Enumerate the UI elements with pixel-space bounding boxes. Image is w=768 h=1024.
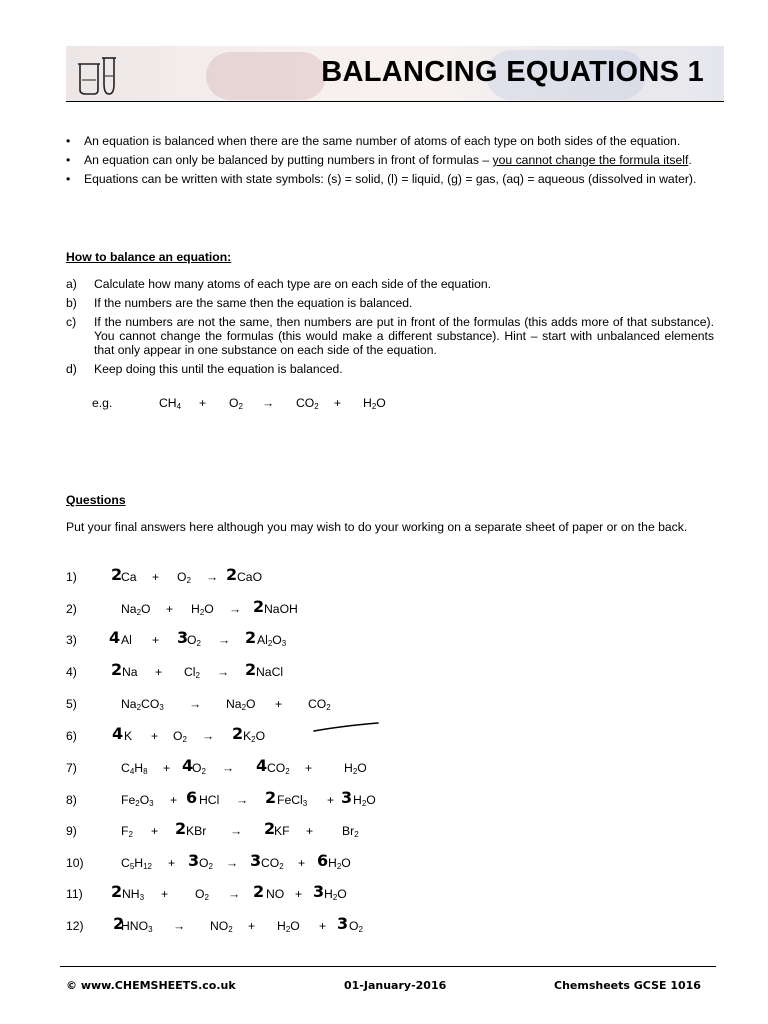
handwritten-stroke bbox=[312, 720, 382, 734]
questions-intro: Put your final answers here although you may wish to do your working on a separate sheet of paper or on the back. bbox=[66, 520, 688, 534]
section-heading-questions: Questions bbox=[66, 493, 126, 507]
footer-copyright: © www.CHEMSHEETS.co.uk bbox=[66, 979, 236, 992]
question-row: 4) 2 Na + $Cl_2$ → 2 NaCl bbox=[66, 660, 284, 680]
footer-date: 01-January-2016 bbox=[344, 979, 447, 992]
steps-list bbox=[66, 277, 714, 381]
question-row: 6) 4 K + $O_2$ → 2 $K_2O$ bbox=[0, 726, 768, 746]
lab-glassware-icon bbox=[74, 54, 120, 96]
question-row: 12) 2 $HNO_3$ → $NO_2$ + $H_2O$ + 3 $O_2$ bbox=[66, 914, 363, 934]
section-heading-how-to: How to balance an equation: bbox=[66, 250, 232, 264]
header-banner bbox=[66, 46, 724, 102]
step-item: c) If the numbers are not the same, then numbers are put in front of the formulas (this adds more of that substance). You cannot change the formulas (this would make a different substance). Hint – start with unbalanced elements that only appear in one substance on each side of the equation. bbox=[66, 315, 714, 357]
question-row: 3) 4 Al + 3 $O_2$ → 2 $Al_2O_3$ bbox=[66, 628, 287, 648]
step-item: d) Keep doing this until the equation is balanced. bbox=[66, 362, 343, 376]
bullet-item: • An equation is balanced when there are the same number of atoms of each type on both sides of the equation. bbox=[66, 134, 714, 148]
banner-decoration bbox=[206, 52, 326, 100]
question-row: 1) 2 Ca + $O_2$ → 2 CaO bbox=[66, 565, 263, 585]
page-title: BALANCING EQUATIONS 1 bbox=[321, 56, 704, 88]
question-row: 8) $Fe_2O_3$ + 6 HCl → 2 FeCl$_3$ + 3 $H_2O$ bbox=[66, 788, 376, 808]
intro-bullets bbox=[66, 134, 714, 191]
example-equation: e.g. $CH_4$ + $O_2$ → $CO_2$ + $H_2O$ bbox=[92, 396, 386, 411]
question-row: 10) $C_5H_{12}$ + 3 $O_2$ → 3 $CO_2$ + 6 $H_2O$ bbox=[66, 851, 351, 871]
footer-divider bbox=[60, 966, 716, 967]
question-row: 2) $Na_2O$ + $H_2O$ → 2 NaOH bbox=[66, 597, 298, 617]
bullet-item: • An equation can only be balanced by putting numbers in front of formulas – you cannot change the formula itself. bbox=[66, 153, 714, 167]
question-row: 7) $C_4H_8$ + 4 $O_2$ → 4 $CO_2$ + $H_2O$ bbox=[66, 756, 367, 776]
step-item: b) If the numbers are the same then the equation is balanced. bbox=[66, 296, 413, 310]
bullet-item: • Equations can be written with state symbols: (s) = solid, (l) = liquid, (g) = gas, (aq) = aqueous (dissolved in water). bbox=[66, 172, 714, 186]
footer-code: Chemsheets GCSE 1016 bbox=[554, 979, 701, 992]
question-row: 5) $Na_2CO_3$ → $Na_2O$ + $CO_2$ bbox=[66, 697, 331, 712]
question-row: 11) 2 $NH_3$ + $O_2$ → 2 NO + 3 $H_2O$ bbox=[66, 882, 347, 902]
step-item: a) Calculate how many atoms of each type are on each side of the equation. bbox=[66, 277, 492, 291]
question-row: 9) $F_2$ + 2 KBr → 2 KF + $Br_2$ bbox=[66, 819, 359, 839]
